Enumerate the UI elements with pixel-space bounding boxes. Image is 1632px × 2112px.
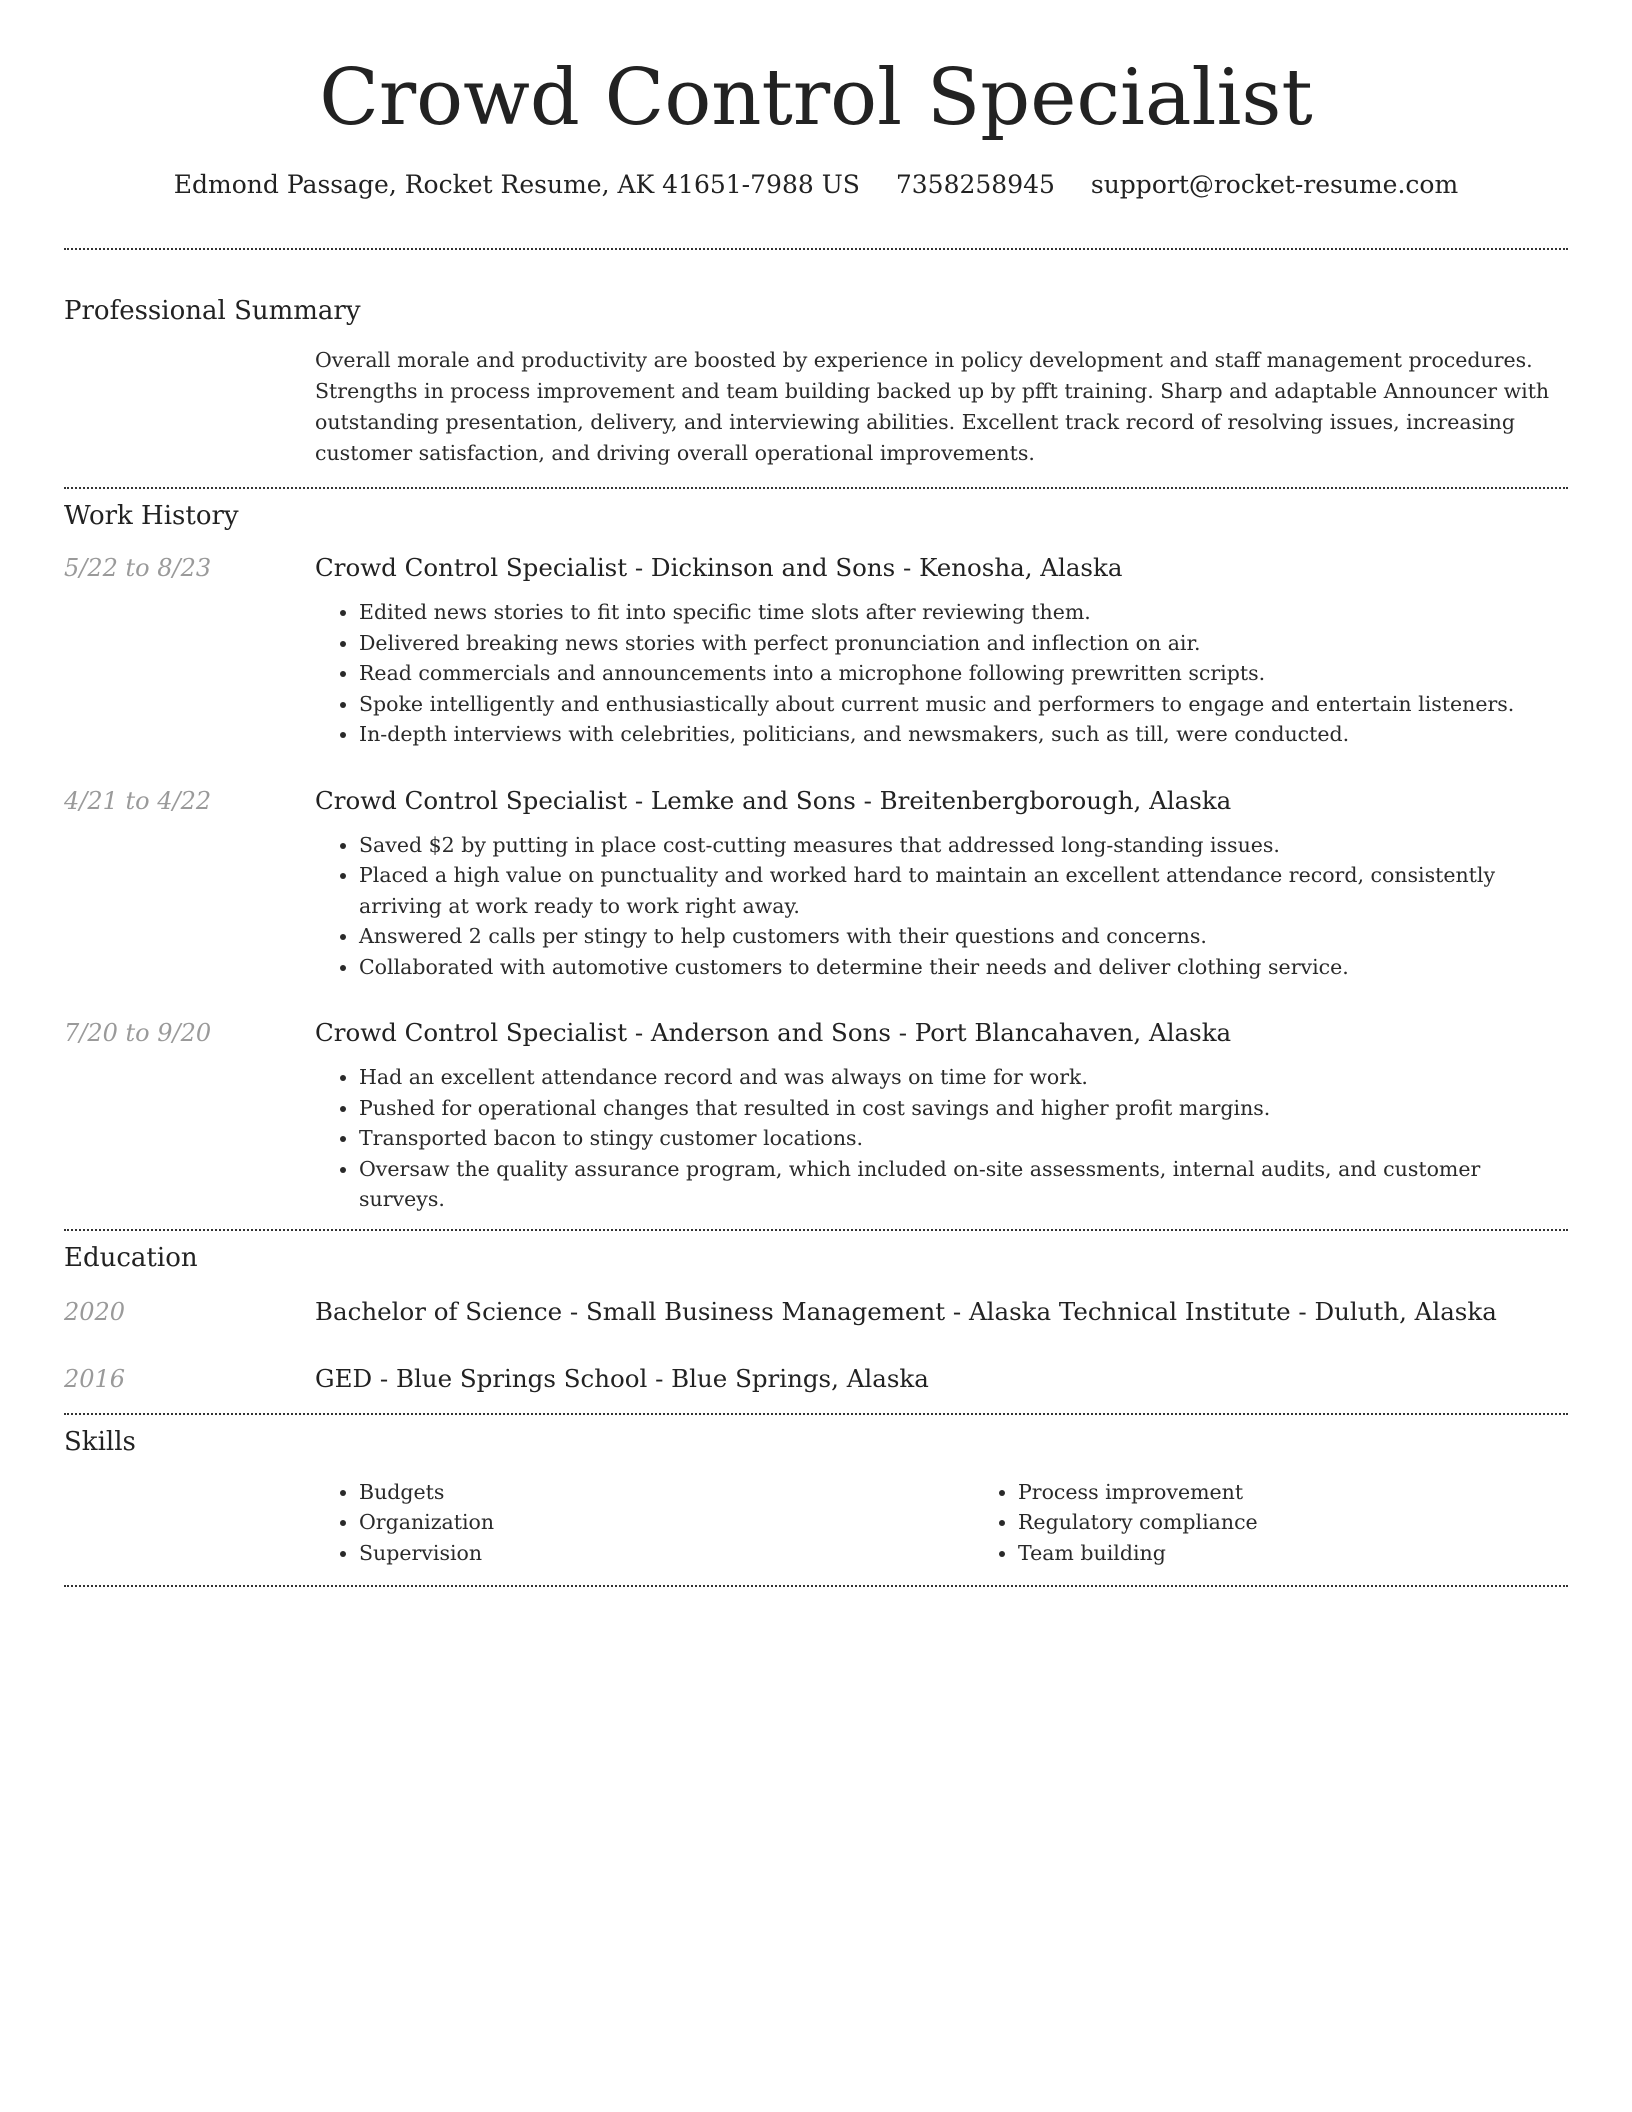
skills-row bbox=[64, 1477, 1568, 1569]
job-entry bbox=[64, 784, 1568, 983]
job-bullet: • Answered 2 calls per stingy to help customers with their questions and concerns. bbox=[359, 921, 1568, 952]
job-bullets bbox=[315, 830, 1568, 983]
skills-list-left bbox=[315, 1477, 974, 1569]
job-bullet: • Edited news stories to fit into specific time slots after reviewing them. bbox=[359, 597, 1568, 628]
section-title-skills: Skills bbox=[64, 1426, 136, 1457]
job-bullet: • Transported bacon to stingy customer locations. bbox=[359, 1123, 1568, 1154]
summary-spacer bbox=[64, 345, 315, 469]
job-bullet: • Had an excellent attendance record and was always on time for work. bbox=[359, 1062, 1568, 1093]
skill-item: • Organization bbox=[359, 1507, 974, 1538]
education-entry bbox=[64, 1362, 1568, 1396]
job-details bbox=[315, 551, 1568, 750]
job-dates: 4/21 to 4/22 bbox=[64, 786, 212, 815]
job-bullets bbox=[315, 597, 1568, 750]
skill-item: • Budgets bbox=[359, 1477, 974, 1508]
section-title-summary: Professional Summary bbox=[64, 296, 361, 326]
education-year: 2016 bbox=[64, 1364, 126, 1393]
skill-item: • Regulatory compliance bbox=[1018, 1507, 1632, 1538]
job-bullet: • Read commercials and announcements into a microphone following prewritten scripts. bbox=[359, 658, 1568, 689]
job-bullet: • Spoke intelligently and enthusiastically about current music and performers to engage and entertain listeners. bbox=[359, 689, 1568, 720]
summary-body bbox=[315, 345, 1568, 469]
contact-phone: 7358258945 bbox=[895, 170, 1055, 199]
job-details bbox=[315, 1016, 1568, 1215]
education-heading: GED - Blue Springs School - Blue Springs, Alaska bbox=[315, 1363, 929, 1393]
job-dates: 5/22 to 8/23 bbox=[64, 554, 212, 582]
job-bullet: • Saved $2 by putting in place cost-cutting measures that addressed long-standing issues. bbox=[359, 830, 1568, 861]
job-bullet: • Delivered breaking news stories with perfect pronunciation and inflection on air. bbox=[359, 628, 1568, 659]
summary-text: Overall morale and productivity are boosted by experience in policy development and staff management procedures. Strengths in process improvement and team building backed up by pfft training. Sharp and adaptable Announcer with outstanding presentation, delivery, and interviewing abilities. Excellent track record of resolving issues, increasing customer satisfaction, and driving overall operational improvements. bbox=[315, 348, 1550, 465]
education-year: 2020 bbox=[64, 1297, 126, 1326]
education-details bbox=[315, 1295, 1568, 1329]
skills-columns bbox=[315, 1477, 1568, 1569]
job-bullet: • Collaborated with automotive customers to determine their needs and deliver clothing service. bbox=[359, 952, 1568, 983]
resume-name: Crowd Control Specialist bbox=[319, 53, 1313, 143]
skills-list-right bbox=[974, 1477, 1632, 1569]
job-bullet: • Placed a high value on punctuality and worked hard to maintain an excellent attendance record, consistently arriving at work ready to work right away. bbox=[359, 860, 1568, 921]
job-dates: 7/20 to 9/20 bbox=[64, 1019, 212, 1047]
job-bullet: • Pushed for operational changes that resulted in cost savings and higher profit margins. bbox=[359, 1093, 1568, 1124]
job-bullet: • Oversaw the quality assurance program, which included on-site assessments, internal audits, and customer surveys. bbox=[359, 1154, 1568, 1215]
contact-email: support@rocket-resume.com bbox=[1090, 170, 1459, 199]
divider bbox=[64, 487, 1568, 489]
education-details bbox=[315, 1362, 1568, 1396]
job-details bbox=[315, 784, 1568, 983]
skill-item: • Team building bbox=[1018, 1538, 1632, 1569]
divider bbox=[64, 1229, 1568, 1231]
education-entry bbox=[64, 1295, 1568, 1329]
job-entry bbox=[64, 551, 1568, 750]
section-title-education: Education bbox=[64, 1242, 198, 1273]
job-heading: Crowd Control Specialist - Lemke and Sons - Breitenbergborough, Alaska bbox=[315, 785, 1232, 815]
contact-line bbox=[64, 168, 1568, 202]
skills-body bbox=[315, 1477, 1568, 1569]
job-entry bbox=[64, 1016, 1568, 1215]
resume-page bbox=[64, 0, 1568, 1587]
contact-address: Edmond Passage, Rocket Resume, AK 41651-7988 US bbox=[173, 170, 860, 199]
divider bbox=[64, 248, 1568, 250]
skill-item: • Process improvement bbox=[1018, 1477, 1632, 1508]
divider bbox=[64, 1413, 1568, 1415]
skill-item: • Supervision bbox=[359, 1538, 974, 1569]
job-heading: Crowd Control Specialist - Anderson and Sons - Port Blancahaven, Alaska bbox=[315, 1018, 1232, 1047]
job-heading: Crowd Control Specialist - Dickinson and Sons - Kenosha, Alaska bbox=[315, 553, 1123, 582]
education-heading: Bachelor of Science - Small Business Management - Alaska Technical Institute - Duluth, Alaska bbox=[315, 1296, 1497, 1326]
job-bullets bbox=[315, 1062, 1568, 1215]
skills-spacer bbox=[64, 1477, 315, 1569]
job-bullet: • In-depth interviews with celebrities, politicians, and newsmakers, such as till, were conducted. bbox=[359, 719, 1568, 750]
divider bbox=[64, 1585, 1568, 1587]
summary-row bbox=[64, 345, 1568, 469]
section-title-work-history: Work History bbox=[64, 501, 239, 531]
